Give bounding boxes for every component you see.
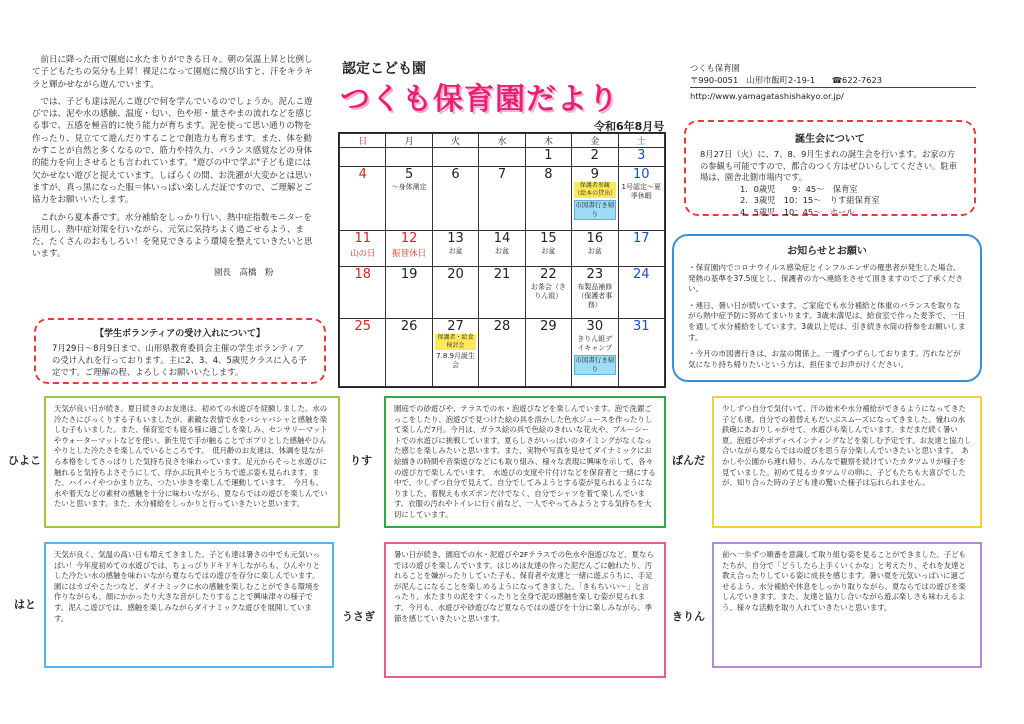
calendar-day: [432, 266, 478, 318]
calendar-week: [340, 148, 665, 167]
calendar-day-number: 10: [632, 166, 650, 182]
contact-block: [690, 62, 976, 102]
calendar-day-number: 29: [540, 319, 557, 335]
class-label-hiyoko: ひよこ: [8, 454, 41, 467]
calendar-day-number: 4: [358, 166, 367, 182]
calendar-header-sun: 日: [340, 134, 386, 148]
intro-paragraph-3: これから夏本番です。水分補給をしっかり行い、熱中症指数モニターを活用し、熱中症対策を行いながら、元気に気持ちよく過ごせるよう、また、たくさんのおもしろい！を発見できるよう環境を整えていきたいと思います。: [32, 212, 313, 260]
volunteer-title: 【学生ボランティアの受け入れについて】: [94, 329, 266, 339]
calendar-event: お盆: [541, 246, 556, 255]
calendar-day-number: 6: [451, 166, 460, 182]
calendar-day-number: 28: [493, 319, 511, 335]
calendar-day: [386, 319, 432, 387]
calendar-day: [525, 148, 571, 167]
class-label-kirin: きりん: [672, 610, 705, 623]
nursery-name: つくも保育園: [690, 63, 740, 73]
calendar-event: 7.8.9月誕生会: [436, 352, 475, 370]
calendar-event-library: 市図書行き帰り: [575, 200, 615, 218]
calendar-week: [340, 266, 665, 318]
class-report-text: 天気が良い日が続き、夏日続きのお友達は、初めての水遊びを経験しました。水の冷たさにびっくりする子もいましたが、素敵な表情で水をバシャバシャと感触を楽しむ子もいました。また、保育室でも寝る様に過ごしを楽しみ、センサリーマットやウォーターマットなどを使い、新生児で手が触ることでポプリとした感触やひんやりとした冷たさを楽しんでいるところです。 低月齢のお友達は、体調を見ながら本格をしてさっぱりした気持ち良さを味わっています。足元からそっと水遊びに触れると気持ちよさそうにして、浮かぶ玩具やとうちで遊ぶ姿も見られます。また、ハイハイやつかまり立ち、つたい歩きを楽しんで運動しています。 今月も、水や着天などの素材の感触を十分に味わいながら、夏ならではの遊びを楽しんでいたいと思います。また、水分補給をしっかりと行っていきたいと思います。: [54, 404, 328, 509]
calendar-day: [432, 230, 478, 266]
class-report-text: 暑い日が続き、園庭での水・泥遊びや2Fテラスでの色水や泡遊びなど、夏ならではの遊びを楽しんでいます。はじめは友達の作った泥だんごに触れたり、汚れることを嫌がったりしていた子も、保育者や友達と一緒に遊ぶうちに、手足が泥んこになることを楽しめるようになってきました。「きもちいい～」と言ったり、水たまりの泥をすくったりと全身で泥の感触を楽しむ姿が見られます。今月も、水遊びや砂遊びなど夏ならではの遊びを十分に楽しみながら、季節を感じていきたいと思います。: [394, 550, 654, 623]
calendar-day: [572, 148, 618, 167]
calendar-day: [340, 148, 386, 167]
calendar-day-number: 7: [497, 166, 507, 182]
calendar-day-number: 20: [447, 266, 464, 282]
calendar-day-number: 18: [354, 266, 371, 282]
calendar-day-number: 8: [544, 166, 553, 182]
page-title: つくも保育園だより: [340, 82, 619, 117]
calendar-holiday: 振替休日: [392, 248, 427, 259]
calendar-week: [340, 166, 665, 230]
birthday-title: 誕生会について: [795, 134, 865, 145]
birthday-text: 8月27日（火）に、7、8、9月生まれの誕生会を行います。お家の方の参観も可能ですので、都合のつく方はぜひいらしてください。駐車場は、園舎北側市場内です。: [700, 149, 958, 182]
calendar-day: [525, 319, 571, 387]
class-label-hato: はと: [14, 598, 36, 611]
calendar-day: [386, 230, 432, 266]
calendar-day-number: 16: [586, 230, 604, 246]
calendar-day: [618, 266, 664, 318]
calendar-day: [386, 166, 432, 230]
notice-box: [672, 234, 982, 382]
calendar-event: お盆: [494, 246, 509, 255]
notice-item: ・保育園内でコロナウイルス感染症とインフルエンザの罹患者が発生した場合、発熱の基準を37.5度とし、保護者の方へ連絡をさせて頂きますのでご了承ください。: [688, 263, 964, 294]
calendar-event: ～身体測定: [391, 182, 427, 191]
calendar-day: [340, 266, 386, 318]
calendar-day: [386, 148, 432, 167]
issue-label: 令和6年8月号: [594, 120, 665, 133]
birthday-schedule: [740, 184, 960, 219]
calendar-header-fri: 金: [572, 134, 618, 148]
class-report-text: 少しずつ自分で気付いて、汗の始末や水分補給ができるようになってきた子ども達。自分での着替えもだいぶスムーズになってきました。憧れの水鉄砲にあおりしゃがせて、水遊びも楽しんでいます。まだまだ続く暑い夏、泡遊びやボディペインティングなどを楽しむ予定です。お友達と協力し合いながら夏ならではの遊びを思う存分楽しんでいきたいと思います。 あかしや公園から連れ帰り、みんなで観察を続けていたカタツムリが様子を見ていました。初めて見るカタツムリの卵に、子どもたちも大喜びでしたが、知り合った時の子ども達の驚いた様子は忘れられません。: [722, 404, 972, 488]
calendar-day-number: 21: [493, 266, 511, 282]
notice-title: お知らせとお願い: [787, 246, 867, 257]
calendar-day-number: 30: [586, 319, 604, 335]
calendar-week: [340, 230, 665, 266]
calendar-day: [572, 166, 618, 230]
calendar-day: [572, 319, 618, 387]
calendar-day: [340, 319, 386, 387]
website-link[interactable]: http://www.yamagatashishakyo.or.jp/: [690, 91, 844, 101]
calendar-table: [339, 133, 665, 387]
calendar-day: [525, 230, 571, 266]
calendar-header-mon: 月: [386, 134, 432, 148]
calendar-day-number: 14: [493, 230, 511, 246]
calendar-day-number: 27: [447, 319, 464, 335]
calendar-day-number: 31: [632, 319, 650, 335]
calendar-event-library: 市図書行き帰り: [575, 356, 615, 374]
class-report-text: 前へ一歩ずつ順番を意識して取り組む姿を見ることができました。子どもたちが、自分で「どうしたら上手くいくかな」と考えたり、それを友達と教え合ったりしている姿に成長を感じます。暑い夏を元気いっぱいに過ごせるよう、水分補給や休息をしっかり取りながら、夏ならではの遊びを楽しんでいきます。また、友達と協力し合いながら遊ぶ楽しさも味わえるよう、様々な活動を取り入れていきたいと思います。: [722, 550, 966, 612]
class-report-text: 天気が良く、気温の高い日も増えてきました。子ども達は暑さの中でも元気いっぱい！今年度初めての水遊びでは、ちょっぴりドキドキしながらも、ひんやりとした冷たい水の感触を味わいながら夏ならではの遊びを存分に楽しんでいます。園にはカゴやこたつなど、ダイナミックに水の感触を楽しむことができる環境を作りながらも、顔にかかったり大きな音がしたりすることで興味津々の様子です。泥んこ遊びでは、感触を楽しみながらダイナミックな遊びを展開しています。: [54, 550, 321, 623]
calendar-day-number: 17: [632, 230, 650, 246]
calendar-day-number: 13: [447, 230, 464, 246]
calendar-day: [618, 166, 664, 230]
class-report-usagi: [384, 542, 666, 678]
calendar-day: [340, 230, 386, 266]
calendar-event: お盆: [448, 246, 463, 255]
birthday-item: 2．3歳児 10：15～ りす組保育室: [740, 195, 880, 205]
calendar-day-number: 19: [400, 266, 418, 282]
calendar-event: 1号認定～夏季休暇: [621, 182, 661, 200]
birthday-box: [684, 120, 976, 216]
intro-paragraph-2: では、子ども達は泥んこ遊びで何を学んでいるのでしょうか。泥んこ遊びでは、泥や水の感触、温度・匂い、色や形・量さやまの流れなどを感じる事で、五感を極音的に使う能力が育ちます。泥を使って思い通りの物を作ったり、見立てて遊んだりすることで創造力も育ちます。また、体を動かすことが自然と多くなるので、筋力や持久力、バランス感覚などの身体的能力を向上させるとも言われています。"遊びの中で学ぶ"子ども達には欠かせない遊びと捉えています。しばらくの間、お洗濯が大変かとは思いますが、真っ黒になった服＝体いっぱい楽しんだ証ですので、ご理解とご協力をお願いいたします。: [32, 96, 313, 206]
calendar-header-wed: 水: [479, 134, 525, 148]
class-report-hato: [44, 542, 334, 668]
calendar-day: [479, 266, 525, 318]
class-report-hiyoko: [44, 396, 340, 528]
birthday-item: 4．5歳児 10：45～ ホール: [740, 206, 855, 217]
calendar-day: [525, 266, 571, 318]
calendar-day-number: 5: [404, 166, 414, 182]
class-label-usagi: うさぎ: [342, 610, 375, 623]
calendar-day: [572, 230, 618, 266]
intro-paragraph-1: 前日に降った雨で園庭に水たまりができる日々。朝の気温上昇と比例して子どもたちの気分も上昇！裸足になって園庭に飛び出すと、汗をキラキラと輝かせながら遊んでいます。: [32, 55, 313, 90]
notice-item: ・今月の市図書行きは、お盆の関係上、一週ずつずらしております。汚れなどが気になり持ち帰りたいという方は、担任までお声がけください。: [688, 349, 961, 369]
calendar-day: [479, 230, 525, 266]
calendar-event: 布製品補修（保護者事務）: [577, 282, 613, 309]
calendar-day-number: 22: [540, 266, 557, 282]
calendar-holiday: 山の日: [349, 248, 376, 259]
principal-message: [32, 54, 314, 260]
calendar-week: [340, 319, 665, 387]
calendar-day: [432, 148, 478, 167]
calendar-day: [432, 319, 478, 387]
calendar-day: [479, 166, 525, 230]
calendar-header-thu: 木: [525, 134, 571, 148]
calendar-day-number: 15: [540, 230, 557, 246]
calendar-day: [432, 166, 478, 230]
calendar-day-number: 24: [632, 266, 650, 282]
calendar-day: [525, 166, 571, 230]
calendar-event: お盆: [587, 246, 602, 255]
calendar-day: [479, 319, 525, 387]
calendar-day: [340, 166, 386, 230]
calendar-day-number: 26: [400, 319, 418, 335]
class-report-risu: [384, 396, 666, 528]
class-label-risu: りす: [350, 454, 372, 467]
calendar-day-number: 25: [354, 319, 371, 335]
calendar-day: [386, 266, 432, 318]
calendar-day: [618, 230, 664, 266]
calendar-day: [618, 148, 664, 167]
calendar: [338, 132, 666, 388]
calendar-day-number: 2: [590, 148, 599, 163]
notice-item: ・連日、暑い日が続いています。ご家庭でも水分補給と体重のバランスを取りながら熱中症予防に努めてまいります。3歳未満児は、給食室で作った麦茶で、一日を通して水分補給をしています。3歳以上児は、引き続き水筒の持参をお願いします。: [688, 300, 966, 342]
calendar-header-tue: 火: [432, 134, 478, 148]
address: 〒990-0051 山形市飯町2-19-1 ☎622-7623: [690, 74, 976, 88]
volunteer-box: [34, 318, 326, 384]
class-report-panda: [712, 396, 982, 528]
calendar-day-number: 11: [354, 230, 371, 246]
calendar-event: きりん組デイキャンプ: [577, 335, 613, 353]
principal-signature: 園長 高橋 粉: [214, 268, 274, 278]
calendar-body: [340, 148, 665, 387]
class-report-text: 園庭での砂遊びや、テラスでの水・泡遊びなどを楽しんでいます。泡で洗濯ごっこをしたり、泡遊びで見つけた絵の具を溶かした色水ジュースを作ったりして楽しんだ7月。今月は、ガラス絵の具で色絵のきれいな花火や、ブルーシートでの水遊びに挑戦しています。夏らしさがいっぱいのタイミングがなくなった感じを楽しみたいと思います。また、実物や写真を見せてダイナミックにお絵描きの時間や音楽遊びなどにも取り組み、様々な表現に興味を示して、各々の遊び方で楽しんでいます。 水遊びの支度や片付けなどを保育者と一緒にする中で、少しずつ自分で見えて、自分でしてみようとする姿が見られるようになりました。着脱えも水ズボンだけでなく、自分でシャツを着て楽しんでいます。衣服の汚れやトイレに行く前など、一人でやってみようとする気持ちを大切にしています。: [394, 404, 656, 519]
calendar-event-highlight: 保護者・給食検討会: [435, 334, 476, 350]
volunteer-text: 7月29日～8月9日まで、山形県教育委員会主催の学生ボランティアの受け入れを行っております。主に2、3、4、5歳児クラスに入る予定です。ご理解の程、よろしくお願いいたします。: [52, 343, 307, 377]
birthday-item: 1．0歳児 9：45～ 保育室: [740, 183, 858, 194]
calendar-event: お茶会（きりん組）: [530, 282, 566, 300]
calendar-day-number: 3: [637, 148, 646, 163]
subtitle: 認定こども園: [342, 61, 426, 77]
calendar-day-number: 9: [590, 166, 599, 182]
calendar-event-highlight: 保護者参観（絵本の貸出）: [574, 181, 617, 197]
calendar-header-sat: 土: [618, 134, 664, 148]
class-label-panda: ぱんだ: [672, 454, 705, 467]
calendar-day: [479, 148, 525, 167]
class-report-kirin: [712, 542, 982, 668]
calendar-day: [618, 319, 664, 387]
calendar-day: [572, 266, 618, 318]
calendar-day-number: 23: [586, 266, 604, 282]
calendar-day-number: 12: [400, 230, 418, 246]
calendar-day-number: 1: [544, 148, 553, 163]
